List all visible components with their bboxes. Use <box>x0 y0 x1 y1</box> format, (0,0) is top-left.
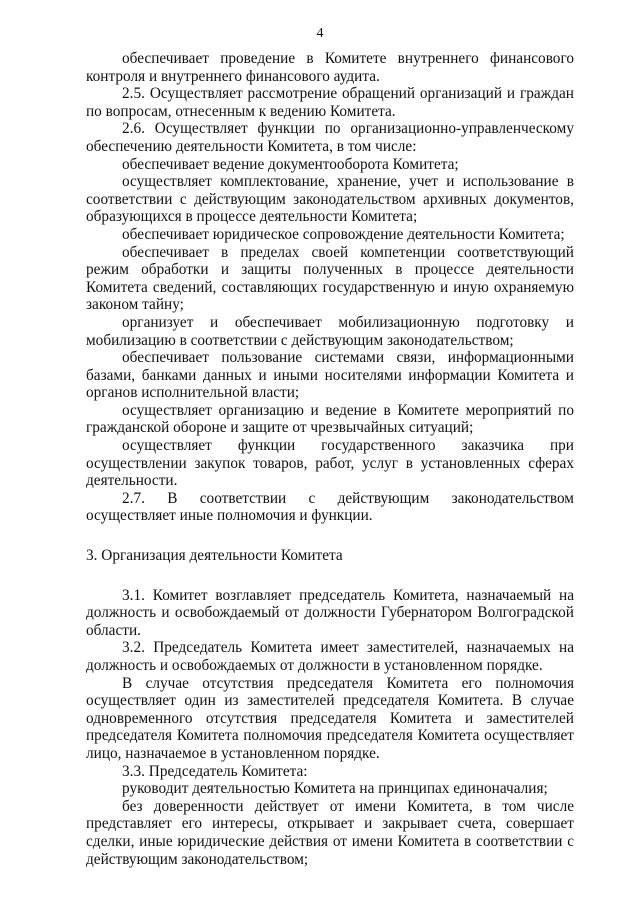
paragraph: без доверенности действует от имени Комитета, в том числе представляет его интересы, открывает и закрывает счета, совершает сделки, иные юридические действия от имени Комитета в соответствии с действующим законодательством; <box>86 797 574 868</box>
page-number: 4 <box>316 26 324 41</box>
section-title: 3. Организация деятельности Комитета <box>86 547 343 565</box>
paragraph: обеспечивает в пределах своей компетенции соответствующий режим обработки и защиты полученных в процессе деятельности Комитета сведений, составляющих государственную и иную охраняемую законом тайну; <box>86 243 574 314</box>
paragraph: обеспечивает проведение в Комитете внутреннего финансового контроля и внутреннего финансового аудита. <box>86 50 574 85</box>
paragraph: 3.3. Председатель Комитета: <box>122 762 308 780</box>
paragraph: осуществляет организацию и ведение в Комитете мероприятий по гражданской обороне и защите от чрезвычайных ситуаций; <box>86 401 574 437</box>
paragraph: 3.1. Комитет возглавляет председатель Комитета, назначаемый на должность и освобождаемый от должности Губернатором Волгоградской области. <box>86 586 574 639</box>
paragraph: 2.5. Осуществляет рассмотрение обращений организаций и граждан по вопросам, отнесенным к ведению Комитета. <box>86 85 574 120</box>
paragraph: осуществляет комплектование, хранение, учет и использование в соответствии с действующим законодательством архивных документов, образующихся в процессе деятельности Комитета; <box>86 173 574 226</box>
paragraph: осуществляет функции государственного заказчика при осуществлении закупок товаров, работ, услуг в установленных сферах деятельности. <box>86 437 574 490</box>
paragraph: В случае отсутствия председателя Комитета его полномочия осуществляет один из заместителей председателя Комитета. В случае одновременного отсутствия председателя Комитета и заместителей председателя Комитета полномочия председателя Комитета осуществляет лицо, назначаемое в установленном порядке. <box>86 674 574 762</box>
paragraph: 3.2. Председатель Комитета имеет заместителей, назначаемых на должность и освобождаемых от должности в установленном порядке. <box>86 639 574 674</box>
paragraph: 2.7. В соответствии с действующим законодательством осуществляет иные полномочия и функции. <box>86 489 574 525</box>
paragraph: организует и обеспечивает мобилизационную подготовку и мобилизацию в соответствии с действующим законодательством; <box>86 313 574 349</box>
paragraph: обеспечивает юридическое сопровождение деятельности Комитета; <box>122 225 565 243</box>
paragraph: обеспечивает ведение документооборота Комитета; <box>122 155 459 173</box>
document-body <box>86 50 574 868</box>
paragraph: руководит деятельностью Комитета на принципах единоначалия; <box>122 780 548 798</box>
paragraph: обеспечивает пользование системами связи, информационными базами, банками данных и иными носителями информации Комитета и органов исполнительной власти; <box>86 349 574 402</box>
paragraph: 2.6. Осуществляет функции по организационно-управленческому обеспечению деятельности Комитета, в том числе: <box>86 120 574 155</box>
